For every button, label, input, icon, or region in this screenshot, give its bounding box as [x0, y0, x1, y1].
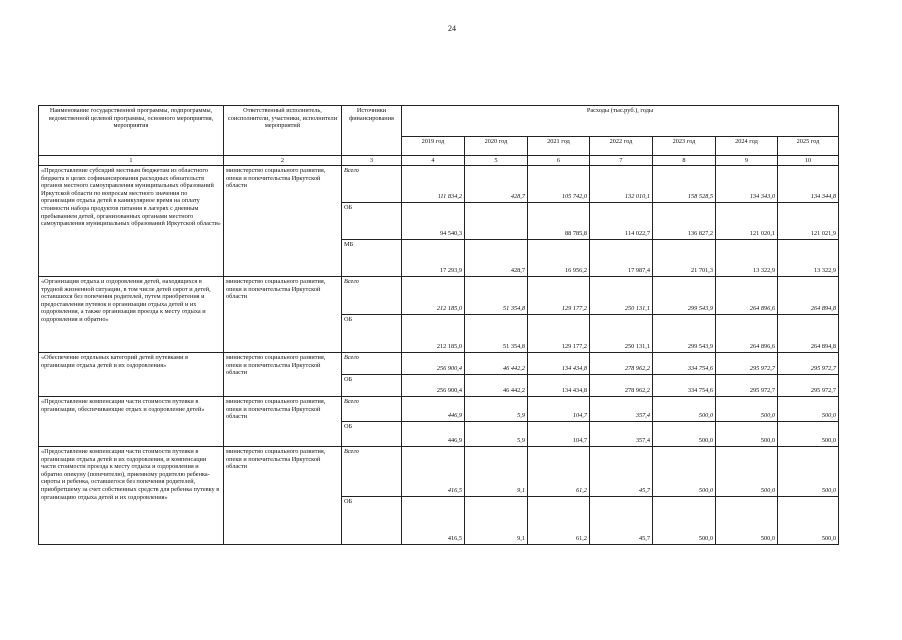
- expense-value: 250 131,1: [590, 277, 653, 315]
- expense-value: 500,0: [716, 422, 778, 447]
- column-number: 1: [39, 156, 224, 166]
- header-executor: Ответственный исполнитель, соисполнители, участники, исполнители мероприятий: [224, 106, 342, 156]
- measure-name: «Обеспечение отдельных категорий детей путевками в организации отдыха детей и их оздоровления»: [39, 353, 224, 397]
- expense-value: 121 020,1: [716, 203, 778, 240]
- expense-value: 13 322,9: [716, 240, 778, 277]
- funding-source: Всего: [342, 166, 402, 203]
- expense-value: 264 894,8: [778, 277, 839, 315]
- column-number: 7: [590, 156, 653, 166]
- expense-value: 104,7: [528, 397, 590, 422]
- funding-source: Всего: [342, 353, 402, 375]
- header-year: 2025 год: [778, 137, 839, 156]
- column-number: 9: [716, 156, 778, 166]
- expense-value: 256 900,4: [402, 353, 465, 375]
- expense-value: 500,0: [653, 447, 716, 497]
- expense-value: 299 543,9: [653, 277, 716, 315]
- expense-value: 500,0: [716, 497, 778, 545]
- expense-value: 416,5: [402, 447, 465, 497]
- funding-source: МБ: [342, 240, 402, 277]
- funding-source: ОБ: [342, 497, 402, 545]
- expense-value: 256 900,4: [402, 375, 465, 397]
- expense-value: 264 894,8: [778, 315, 839, 353]
- page-number: 24: [448, 24, 456, 33]
- expense-value: 500,0: [778, 497, 839, 545]
- expense-value: 134 434,8: [528, 353, 590, 375]
- expense-value: [465, 203, 528, 240]
- funding-source: ОБ: [342, 315, 402, 353]
- column-number: 4: [402, 156, 465, 166]
- expense-value: 250 131,1: [590, 315, 653, 353]
- table-row: [39, 166, 839, 203]
- expense-value: 295 972,7: [716, 375, 778, 397]
- header-expenses: Расходы (тыс.руб.), годы: [402, 106, 839, 137]
- column-number: 3: [342, 156, 402, 166]
- column-number: 10: [778, 156, 839, 166]
- expense-value: 158 528,5: [653, 166, 716, 203]
- header-source: Источники финансирования: [342, 106, 402, 156]
- measure-name: «Предоставление компенсации части стоимости путевки в организации отдыха детей и их оздоровления, и компенсации части стоимости проезда к месту отдыха и оздоровления и обратно опекуну (попечителю), приемному родителю ребенка-сироты и ребенка, оставшегося без попечения родителей, приобретшему за счет собственных средств для ребенка путевку в организацию отдыха детей и их оздоровления»: [39, 447, 224, 545]
- expense-value: 295 972,7: [778, 353, 839, 375]
- expense-value: 9,1: [465, 447, 528, 497]
- expense-value: 46 442,2: [465, 353, 528, 375]
- funding-source: ОБ: [342, 375, 402, 397]
- expense-value: 13 322,9: [778, 240, 839, 277]
- expense-value: 278 962,2: [590, 375, 653, 397]
- expense-value: 51 354,8: [465, 315, 528, 353]
- expense-value: 121 021,9: [778, 203, 839, 240]
- expense-value: 5,9: [465, 422, 528, 447]
- measure-name: «Организация отдыха и оздоровления детей, находящихся в трудной жизненной ситуации, в том числе детей сирот и детей, оставшихся без попечения родителей, путем приобретения и предоставления путевок в организации отдыха детей и их оздоровления, а также организация проезда к месту отдыха и оздоровления и обратно»: [39, 277, 224, 353]
- expense-value: 295 972,7: [716, 353, 778, 375]
- expense-value: 428,7: [465, 166, 528, 203]
- expense-value: 16 956,2: [528, 240, 590, 277]
- header-name: Наименование государственной программы, подпрограммы, ведомственной целевой программы, основного мероприятия, мероприятия: [39, 106, 224, 156]
- table-row: [39, 353, 839, 375]
- measure-name: «Предоставление субсидий местным бюджетам из областного бюджета в целях софинансирования расходных обязательств органов местного самоуправления муниципальных образований Иркутской области по вопросам местного значения по организации отдыха детей в каникулярное время на оплату стоимости набора продуктов питания в лагерях с дневным пребыванием детей, организованных органами местного самоуправления муниципальных образований Иркутской области»: [39, 166, 224, 277]
- expense-value: 129 177,2: [528, 277, 590, 315]
- expense-value: 51 354,8: [465, 277, 528, 315]
- expense-value: 446,9: [402, 397, 465, 422]
- expense-value: 428,7: [465, 240, 528, 277]
- expense-value: 94 540,3: [402, 203, 465, 240]
- expense-value: 500,0: [653, 422, 716, 447]
- expense-value: 264 896,6: [716, 277, 778, 315]
- executor: министерство социального развития, опеки и попечительства Иркутской области: [224, 397, 342, 447]
- funding-source: ОБ: [342, 203, 402, 240]
- expense-value: 45,7: [590, 447, 653, 497]
- executor: министерство социального развития, опеки и попечительства Иркутской области: [224, 277, 342, 353]
- expense-value: 134 343,0: [716, 166, 778, 203]
- table-row: [39, 397, 839, 422]
- expense-value: 500,0: [778, 422, 839, 447]
- expense-value: 111 834,2: [402, 166, 465, 203]
- header-year: 2020 год: [465, 137, 528, 156]
- expense-value: 500,0: [778, 397, 839, 422]
- table-row: [39, 447, 839, 497]
- expense-value: 500,0: [653, 497, 716, 545]
- column-number: 8: [653, 156, 716, 166]
- column-number: 5: [465, 156, 528, 166]
- header-year: 2024 год: [716, 137, 778, 156]
- expense-value: 61,2: [528, 447, 590, 497]
- expense-value: 357,4: [590, 422, 653, 447]
- expense-value: 446,9: [402, 422, 465, 447]
- expenses-table: [38, 105, 839, 545]
- executor: министерство социального развития, опеки и попечительства Иркутской области: [224, 447, 342, 545]
- expense-value: 295 972,7: [778, 375, 839, 397]
- header-year: 2023 год: [653, 137, 716, 156]
- header-year: 2019 год: [402, 137, 465, 156]
- expense-value: 104,7: [528, 422, 590, 447]
- expense-value: 416,5: [402, 497, 465, 545]
- expense-value: 129 177,2: [528, 315, 590, 353]
- header-year: 2022 год: [590, 137, 653, 156]
- expense-value: 134 434,8: [528, 375, 590, 397]
- expense-value: 212 185,0: [402, 315, 465, 353]
- expense-value: 136 827,2: [653, 203, 716, 240]
- expense-value: 132 010,1: [590, 166, 653, 203]
- expense-value: 500,0: [716, 447, 778, 497]
- expense-value: 212 185,0: [402, 277, 465, 315]
- executor: министерство социального развития, опеки и попечительства Иркутской области: [224, 353, 342, 397]
- executor: министерство социального развития, опеки и попечительства Иркутской области: [224, 166, 342, 277]
- funding-source: Всего: [342, 447, 402, 497]
- expense-value: 17 293,9: [402, 240, 465, 277]
- expense-value: 264 896,6: [716, 315, 778, 353]
- expense-value: 17 987,4: [590, 240, 653, 277]
- funding-source: Всего: [342, 277, 402, 315]
- expense-value: 299 543,9: [653, 315, 716, 353]
- measure-name: «Предоставление компенсации части стоимости путевки в организации, обеспечивающие отдых и оздоровление детей»: [39, 397, 224, 447]
- table-row: [39, 277, 839, 315]
- expense-value: 334 754,6: [653, 375, 716, 397]
- expense-value: 46 442,2: [465, 375, 528, 397]
- expense-value: 500,0: [716, 397, 778, 422]
- expense-value: 334 754,6: [653, 353, 716, 375]
- expense-value: 5,9: [465, 397, 528, 422]
- expense-value: 88 785,8: [528, 203, 590, 240]
- column-number: 6: [528, 156, 590, 166]
- expense-value: 105 742,0: [528, 166, 590, 203]
- expense-value: 61,2: [528, 497, 590, 545]
- expense-value: 134 344,8: [778, 166, 839, 203]
- header-year: 2021 год: [528, 137, 590, 156]
- expense-value: 500,0: [778, 447, 839, 497]
- funding-source: Всего: [342, 397, 402, 422]
- expense-value: 21 701,3: [653, 240, 716, 277]
- expense-value: 114 022,7: [590, 203, 653, 240]
- expense-value: 278 962,2: [590, 353, 653, 375]
- expense-value: 9,1: [465, 497, 528, 545]
- funding-source: ОБ: [342, 422, 402, 447]
- expense-value: 357,4: [590, 397, 653, 422]
- column-number: 2: [224, 156, 342, 166]
- expense-value: 500,0: [653, 397, 716, 422]
- expense-value: 45,7: [590, 497, 653, 545]
